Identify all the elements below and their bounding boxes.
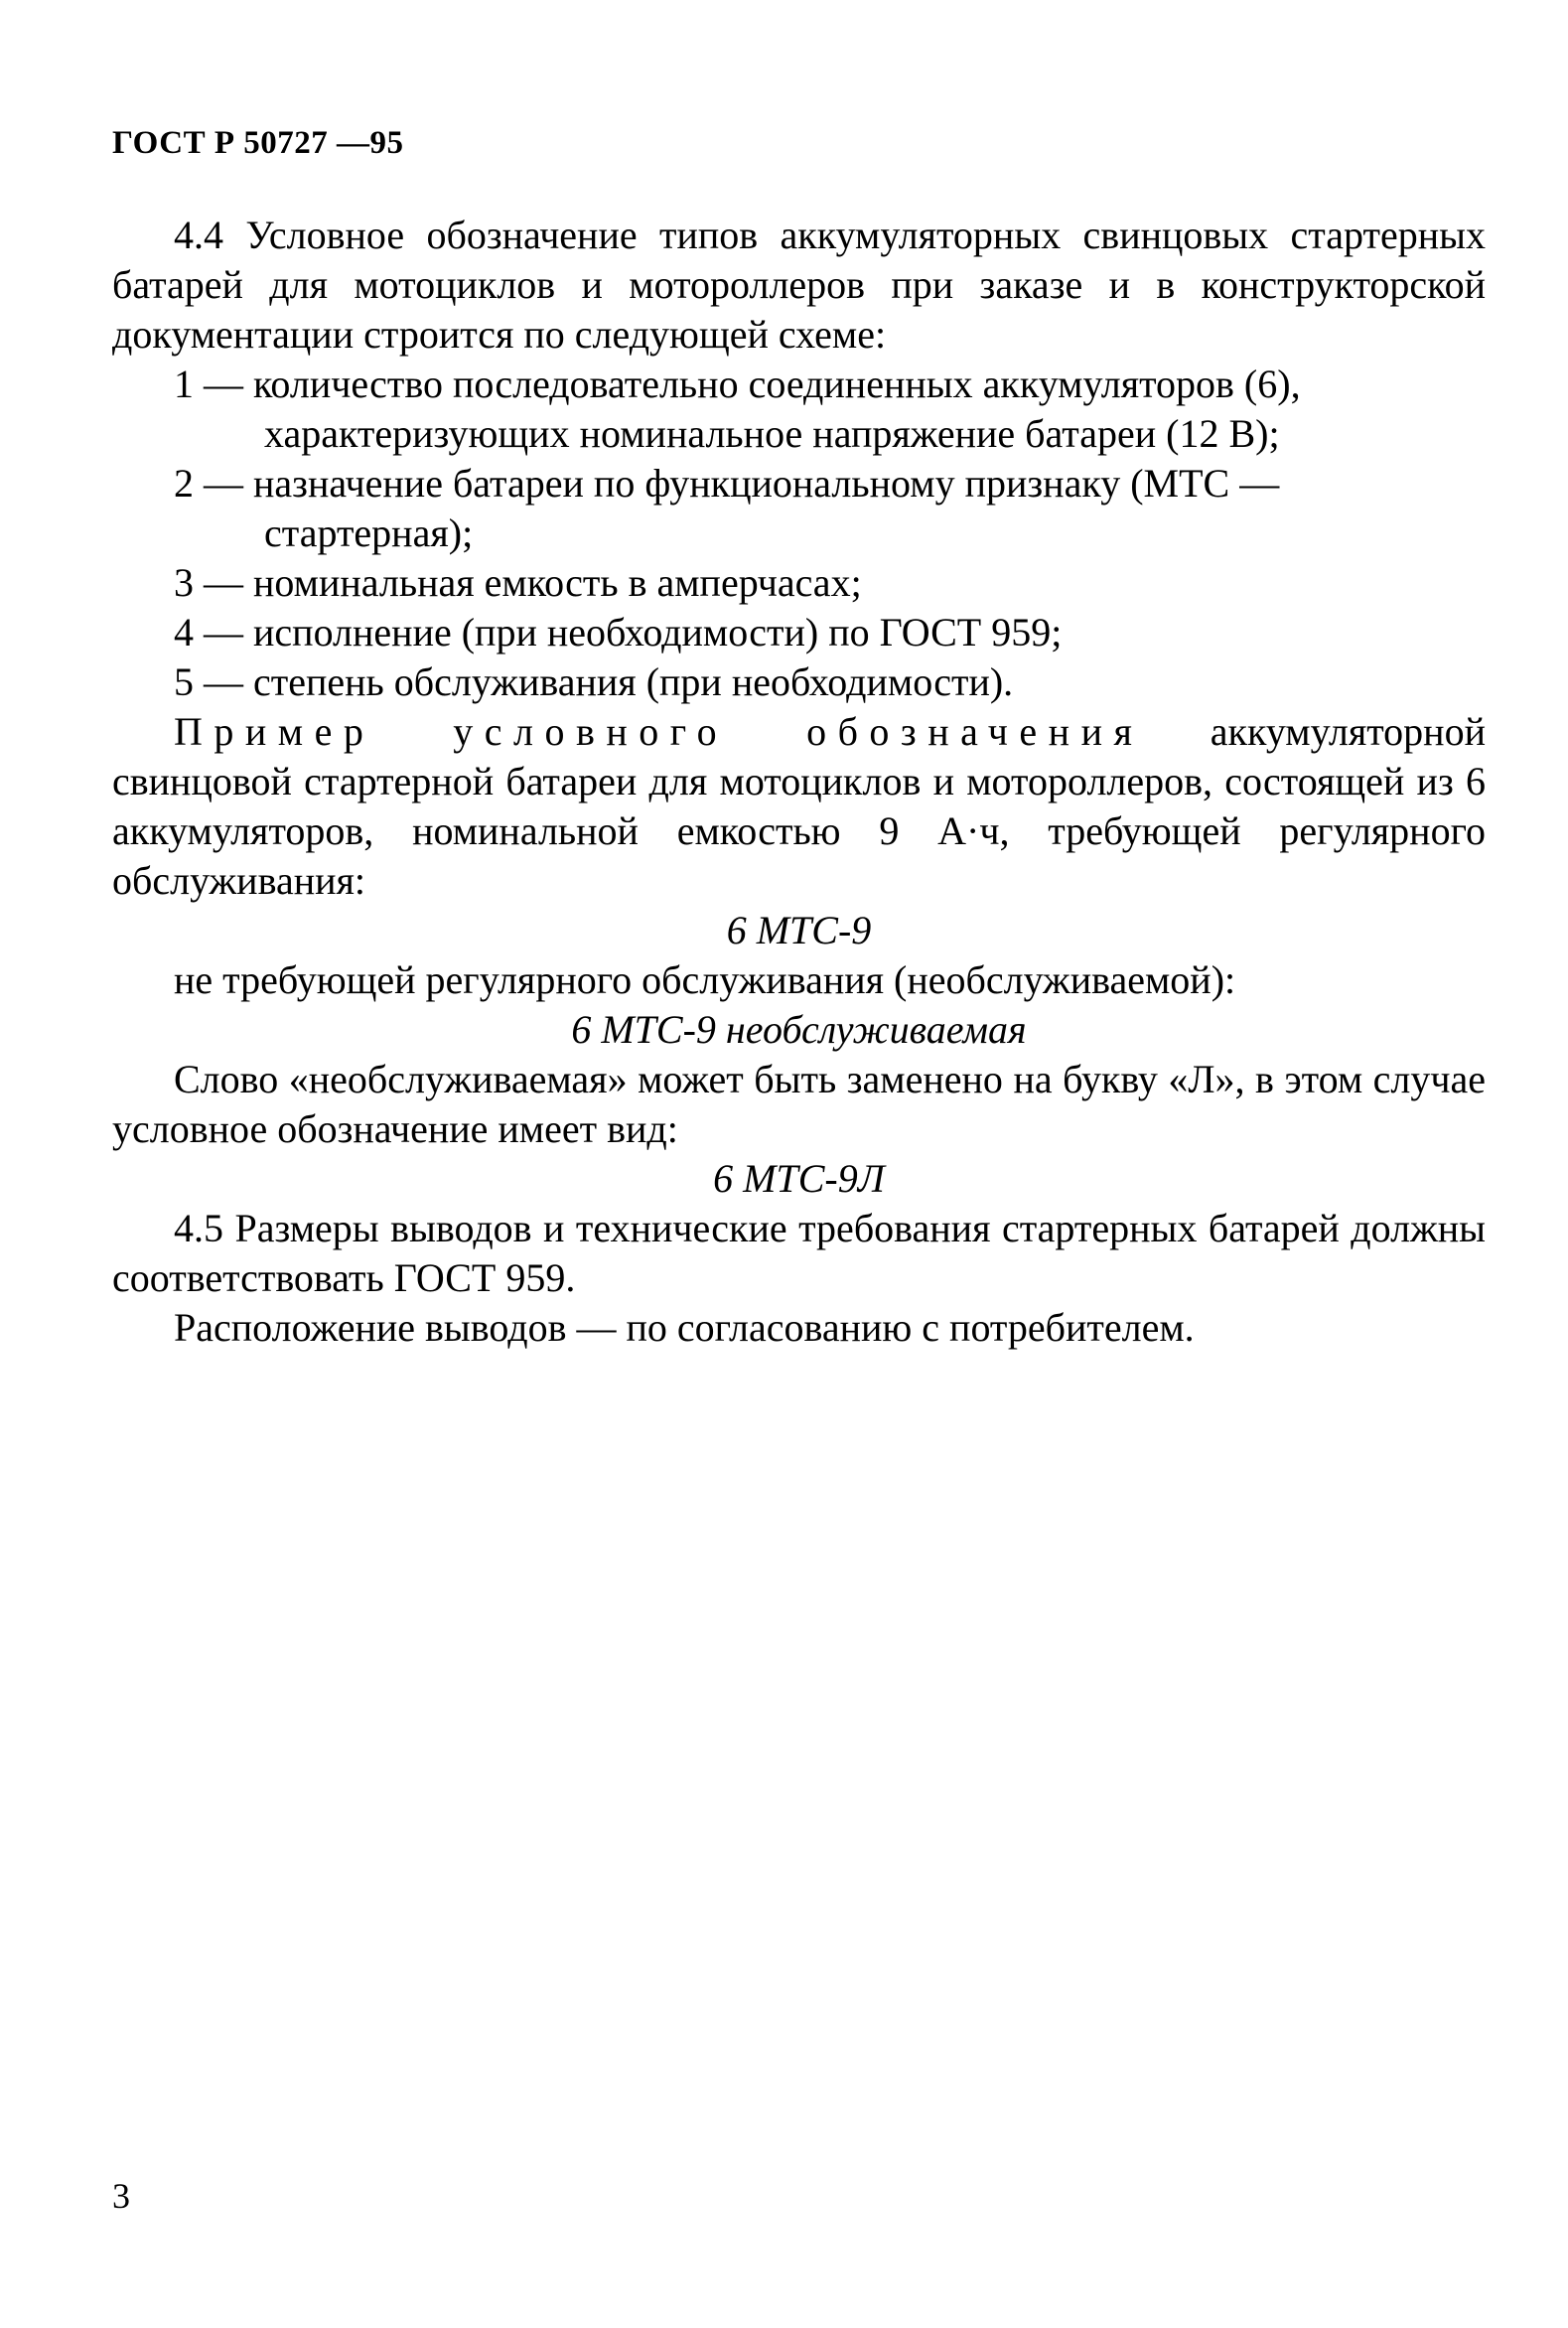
designation-example-1: 6 МТС-9 bbox=[726, 908, 872, 952]
list-item: 2 — назначение батареи по функциональному признаку (МТС — стартерная); bbox=[174, 461, 1280, 555]
designation-example-3: 6 МТС-9Л bbox=[713, 1156, 885, 1201]
designation-example-2: 6 МТС-9 необслуживаемая bbox=[571, 1007, 1027, 1052]
section-4-5-text: 4.5 Размеры выводов и технические требования стартерных батарей должны соответствовать ГОСТ 959. bbox=[112, 1206, 1486, 1300]
page-number: 3 bbox=[112, 2176, 130, 2216]
example-text: аккумуляторной свинцовой стартерной батареи для мотоциклов и мотороллеров, состоящей из 6 аккумуляторов, номинальной емкостью 9 А·ч, требующей регулярного обслуживания: bbox=[112, 709, 1486, 903]
document-body bbox=[112, 211, 1486, 1353]
document-header: ГОСТ Р 50727 —95 bbox=[112, 125, 404, 161]
list-item: 5 — степень обслуживания (при необходимости). bbox=[174, 659, 1014, 704]
example-label: Пример условного обозначения bbox=[174, 709, 1144, 754]
list-item: 4 — исполнение (при необходимости) по ГОСТ 959; bbox=[174, 610, 1063, 655]
designation-scheme-list bbox=[112, 360, 1486, 707]
terminals-text: Расположение выводов — по согласованию с потребителем. bbox=[174, 1305, 1195, 1350]
section-4-4-intro: 4.4 Условное обозначение типов аккумуляторных свинцовых стартерных батарей для мотоциклов и мотороллеров при заказе и в конструкторской документации строится по следующей схеме: bbox=[112, 213, 1486, 357]
replacement-text: Слово «необслуживаемая» может быть заменено на букву «Л», в этом случае условное обозначение имеет вид: bbox=[112, 1057, 1486, 1151]
list-item: 1 — количество последовательно соединенных аккумуляторов (6), характеризующих номинальное напряжение батареи (12 В); bbox=[174, 362, 1301, 456]
example-paragraph bbox=[112, 707, 1486, 906]
list-item: 3 — номинальная емкость в амперчасах; bbox=[174, 560, 862, 605]
maintenance-free-text: не требующей регулярного обслуживания (необслуживаемой): bbox=[174, 957, 1236, 1002]
